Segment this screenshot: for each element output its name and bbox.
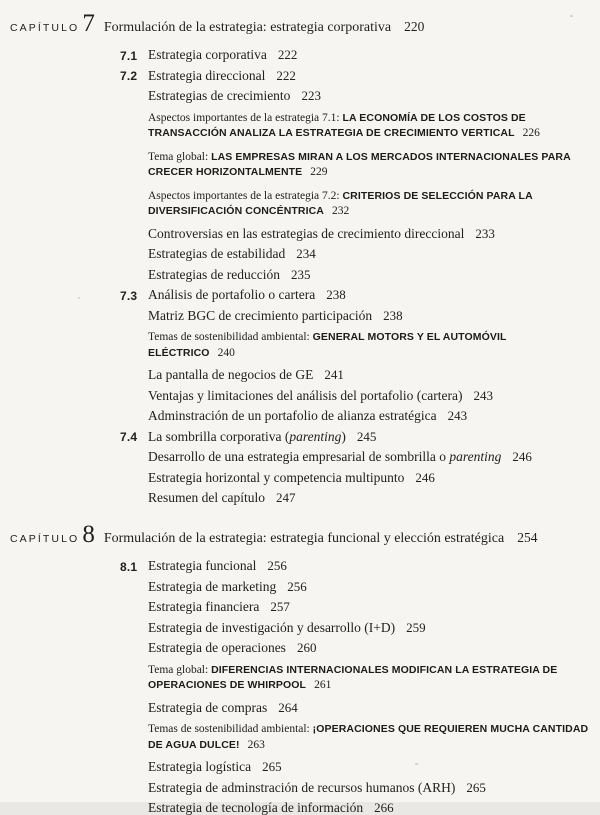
section-number: 7.2 xyxy=(120,69,138,83)
toc-entry xyxy=(148,471,592,485)
entry-page-number: 259 xyxy=(406,619,426,635)
toc-entry xyxy=(148,801,592,815)
italic-term: parenting xyxy=(289,428,342,444)
toc-entry xyxy=(148,149,590,180)
feature-lead: Temas de sostenibilidad ambiental: xyxy=(148,331,313,343)
toc-entry xyxy=(148,721,590,752)
chapter-page-number: 254 xyxy=(517,530,538,545)
entry-title: Estrategia financiera xyxy=(148,599,260,614)
entry-title: Análisis de portafolio o cartera xyxy=(148,287,316,302)
scan-speck xyxy=(78,297,80,299)
toc-entry xyxy=(120,47,592,63)
entry-title: Estrategia de adminstración de recursos humanos (ARH) xyxy=(148,779,456,795)
entry-page-number: 240 xyxy=(217,346,235,359)
chapter-number: 8 xyxy=(82,521,95,548)
entry-title: Estrategias de crecimiento xyxy=(148,88,291,103)
entry-page-number: 238 xyxy=(383,307,403,323)
entry-page-number: 266 xyxy=(374,800,394,815)
chapters xyxy=(0,10,600,815)
entry-page-number: 232 xyxy=(331,205,350,217)
entry-title: Adminstración de un portafolio de alianza estratégica xyxy=(148,408,437,423)
entry-page-number: 261 xyxy=(314,679,332,691)
section-number: 7.4 xyxy=(120,430,138,444)
entry-title: Estrategia direccional xyxy=(148,67,266,83)
feature-title: LAS EMPRESAS MIRAN A LOS MERCADOS INTERNACIONALES PARA CRECER HORIZONTALMENTE xyxy=(148,150,571,178)
toc-entry xyxy=(148,227,592,241)
entry-page-number: 246 xyxy=(415,469,435,485)
toc-entry xyxy=(120,558,592,574)
entry-page-number: 256 xyxy=(267,558,287,573)
entry-page-number: 265 xyxy=(466,779,486,795)
italic-term: parenting xyxy=(449,449,502,464)
entry-title: Estrategias de estabilidad xyxy=(148,246,286,261)
toc-entry xyxy=(148,247,592,261)
toc-entry xyxy=(148,450,592,464)
toc-entry xyxy=(148,701,592,715)
entry-page-number: 245 xyxy=(356,428,377,444)
toc-entry xyxy=(148,309,592,323)
scan-speck xyxy=(570,15,573,17)
section-number: 7.1 xyxy=(120,48,138,63)
toc-entry xyxy=(148,409,592,423)
chapter-block-8 xyxy=(0,521,600,815)
entry-title: Estrategia logística xyxy=(148,759,252,774)
entry-title: La sombrilla corporativa (parenting) xyxy=(148,428,346,444)
entry-page-number: 243 xyxy=(473,387,494,403)
entry-page-number: 265 xyxy=(262,759,282,774)
toc-entry xyxy=(148,110,590,141)
chapter-block-7 xyxy=(0,10,600,505)
entry-page-number: 235 xyxy=(290,266,311,282)
feature-lead: Tema global: xyxy=(148,663,212,676)
feature-title: CRITERIOS DE SELECCIÓN PARA LA DIVERSIFICACIÓN CONCÉNTRICA xyxy=(148,189,533,217)
chapter-title: Formulación de la estrategia: estrategia corporativa xyxy=(103,20,392,35)
entry-page-number: 256 xyxy=(287,578,307,594)
feature-title: ¡OPERACIONES QUE REQUIEREN MUCHA CANTIDAD DE AGUA DULCE! xyxy=(148,723,589,751)
entry-page-number: 246 xyxy=(512,449,532,464)
entry-page-number: 263 xyxy=(247,738,265,751)
feature-title: DIFERENCIAS INTERNACIONALES MODIFICAN LA ESTRATEGIA DE OPERACIONES DE WHIRPOOL xyxy=(148,663,558,691)
entry-page-number: 226 xyxy=(522,127,540,139)
chapter-label: CAPÍTULO xyxy=(10,22,80,34)
entry-page-number: 264 xyxy=(278,699,298,715)
entry-title: Resumen del capítulo xyxy=(148,490,265,505)
feature-lead: Temas de sostenibilidad ambiental: xyxy=(148,723,313,735)
toc-entry xyxy=(148,662,590,693)
entry-page-number: 241 xyxy=(324,367,344,382)
entry-page-number: 234 xyxy=(296,246,316,261)
entry-title: Estrategia de operaciones xyxy=(148,640,286,655)
entry-page-number: 243 xyxy=(447,408,468,423)
toc-entry xyxy=(148,329,590,360)
toc-entry xyxy=(120,67,592,83)
toc-entry xyxy=(148,580,592,594)
chapter-entries xyxy=(0,48,600,505)
chapter-label: CAPÍTULO xyxy=(10,533,80,545)
toc-entry xyxy=(148,89,592,103)
toc-entry xyxy=(148,188,590,219)
entry-title: Estrategia de marketing xyxy=(148,578,277,594)
entry-page-number: 233 xyxy=(475,225,495,241)
toc-entry xyxy=(148,389,592,403)
toc-entry xyxy=(120,287,592,303)
entry-page-number: 257 xyxy=(270,599,290,614)
toc-entry xyxy=(148,781,592,795)
entry-title: La pantalla de negocios de GE xyxy=(148,367,314,382)
entry-page-number: 223 xyxy=(301,88,321,103)
entry-title: Desarrollo de una estrategia empresarial de sombrilla o parenting xyxy=(148,449,502,464)
feature-title: GENERAL MOTORS Y EL AUTOMÓVIL ELÉCTRICO xyxy=(148,331,507,359)
entry-title: Estrategia horizontal y competencia multipunto xyxy=(148,469,405,485)
toc-entry xyxy=(148,268,592,282)
chapter-number: 7 xyxy=(82,10,95,37)
toc-entry xyxy=(148,621,592,635)
feature-lead: Tema global: xyxy=(148,150,212,163)
toc-entry xyxy=(120,428,592,444)
toc-entry xyxy=(148,600,592,614)
feature-title: LA ECONOMÍA DE LOS COSTOS DE TRANSACCIÓN ANALIZA LA ESTRATEGIA DE CRECIMIENTO VERTICAL xyxy=(148,111,526,139)
entry-page-number: 222 xyxy=(276,67,296,83)
entry-title: Ventajas y limitaciones del análisis del portafolio (cartera) xyxy=(148,387,463,403)
feature-lead: Aspectos importantes de la estrategia 7.1: xyxy=(148,111,343,124)
section-number: 8.1 xyxy=(120,559,138,574)
entry-title: Estrategia de tecnología de información xyxy=(148,800,364,815)
entry-page-number: 238 xyxy=(326,287,346,302)
entry-page-number: 222 xyxy=(277,47,298,62)
entry-title: Controversias en las estrategias de crecimiento direccional xyxy=(148,225,465,241)
entry-title: Estrategia funcional xyxy=(148,558,257,573)
chapter-heading xyxy=(0,521,600,549)
section-number: 7.3 xyxy=(120,288,138,303)
chapter-entries xyxy=(0,559,600,815)
entry-page-number: 229 xyxy=(310,166,328,178)
feature-lead: Aspectos importantes de la estrategia 7.2: xyxy=(148,189,343,202)
entry-title: Estrategias de reducción xyxy=(148,266,280,282)
toc-entry xyxy=(148,760,592,774)
entry-title: Estrategia de compras xyxy=(148,699,268,715)
toc-entry xyxy=(148,491,592,505)
entry-title: Matriz BGC de crecimiento participación xyxy=(148,307,373,323)
toc-entry xyxy=(148,368,592,382)
entry-page-number: 260 xyxy=(296,640,317,655)
chapter-heading xyxy=(0,10,600,38)
toc-entry xyxy=(148,641,592,655)
entry-title: Estrategia corporativa xyxy=(148,47,267,62)
entry-page-number: 247 xyxy=(275,490,296,505)
chapter-page-number: 220 xyxy=(404,19,425,34)
entry-title: Estrategia de investigación y desarrollo (I+D) xyxy=(148,619,396,635)
chapter-title: Formulación de la estrategia: estrategia funcional y elección estratégica xyxy=(103,531,505,546)
